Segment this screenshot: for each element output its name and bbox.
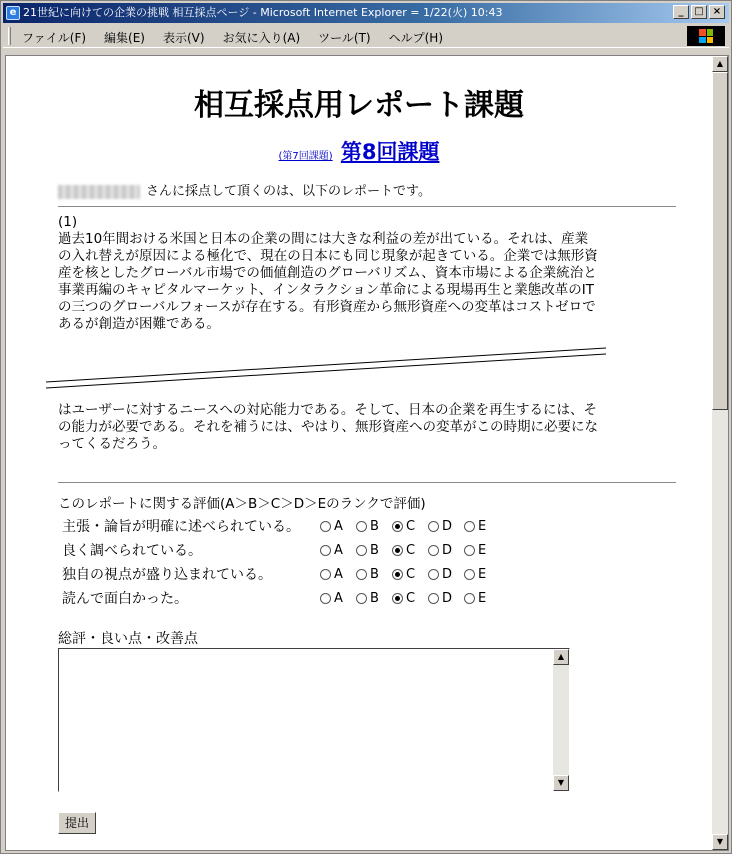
rating-option-label: D [442, 590, 453, 606]
page-title: 相互採点用レポート課題 [194, 88, 524, 123]
criterion-label: 良く調べられている。 [62, 543, 202, 559]
scroll-down-icon[interactable]: ▼ [712, 834, 728, 850]
prev-assignment-link[interactable]: (第7回課題) [278, 151, 333, 162]
radio-button[interactable] [356, 521, 367, 532]
report-text-top [58, 214, 598, 333]
menu-view[interactable]: 表示(V) [162, 31, 205, 45]
window-title: 21世紀に向けての企業の挑戦 相互採点ページ - Microsoft Internet Explorer = 1/22(火) 10:43 [23, 6, 503, 19]
menu-edit[interactable]: 編集(E) [104, 31, 145, 45]
rating-option-label: E [478, 566, 487, 582]
evaluation-row [58, 562, 678, 586]
radio-button[interactable] [392, 521, 403, 532]
rating-option-label: E [478, 542, 487, 558]
radio-button[interactable] [356, 593, 367, 604]
menu-help[interactable]: ヘルプ(H) [388, 31, 443, 45]
evaluation-row [58, 538, 678, 562]
radio-button[interactable] [428, 569, 439, 580]
report-part2: はユーザーに対するニースへの対応能力である。そして、日本の企業を再生するには、その能力が必要である。それを補うには、やはり、無形資産への変革がこの時期に必要になってくるだろう。 [58, 402, 598, 452]
radio-button[interactable] [428, 545, 439, 556]
maximize-button[interactable]: □ [691, 5, 707, 19]
submit-button[interactable]: 提出 [58, 812, 96, 834]
rating-options [320, 567, 500, 582]
textarea-scroll-down-icon[interactable]: ▼ [553, 775, 569, 791]
rating-option-b[interactable] [356, 567, 392, 582]
radio-button[interactable] [428, 521, 439, 532]
criterion-label: 独自の視点が盛り込まれている。 [62, 567, 272, 583]
rating-option-c[interactable] [392, 591, 428, 606]
rating-options [320, 591, 500, 606]
rating-option-b[interactable] [356, 591, 392, 606]
menu-bar [3, 24, 729, 48]
rating-option-label: B [370, 518, 379, 534]
rating-option-c[interactable] [392, 519, 428, 534]
rating-option-label: E [478, 518, 487, 534]
current-assignment-link[interactable]: 第8回課題 [340, 140, 440, 164]
rating-option-label: A [334, 566, 343, 582]
page-viewport [5, 55, 729, 851]
radio-button[interactable] [320, 521, 331, 532]
menu-file[interactable]: ファイル(F) [22, 31, 87, 45]
close-button[interactable]: × [709, 5, 725, 19]
radio-button[interactable] [464, 593, 475, 604]
rating-option-d[interactable] [428, 543, 464, 558]
radio-button[interactable] [356, 569, 367, 580]
divider [58, 482, 676, 483]
rating-option-e[interactable] [464, 543, 500, 558]
rating-option-label: B [370, 566, 379, 582]
windows-logo-icon [687, 26, 725, 46]
rating-option-e[interactable] [464, 519, 500, 534]
textarea-scroll-up-icon[interactable]: ▲ [553, 649, 569, 665]
rating-option-b[interactable] [356, 519, 392, 534]
page-scrollbar[interactable] [712, 56, 728, 850]
rating-option-label: D [442, 542, 453, 558]
evaluation-row [58, 586, 678, 610]
rating-option-label: A [334, 542, 343, 558]
rating-option-e[interactable] [464, 567, 500, 582]
comment-textarea[interactable] [58, 648, 570, 792]
evaluation-row [58, 514, 678, 538]
evaluation-title: このレポートに関する評価(A＞B＞C＞D＞Eのランクで評価) [58, 496, 426, 512]
rating-option-c[interactable] [392, 567, 428, 582]
rating-option-a[interactable] [320, 519, 356, 534]
rating-option-label: B [370, 542, 379, 558]
rating-option-label: A [334, 590, 343, 606]
criterion-label: 読んで面白かった。 [62, 591, 188, 607]
rating-option-label: D [442, 518, 453, 534]
intro-text: さんに採点して頂くのは、以下のレポートです。 [146, 184, 431, 199]
criterion-label: 主張・論旨が明確に述べられている。 [62, 519, 300, 535]
scroll-up-icon[interactable]: ▲ [712, 56, 728, 72]
scroll-thumb[interactable] [712, 72, 728, 410]
minimize-button[interactable]: _ [673, 5, 689, 19]
menu-tools[interactable]: ツール(T) [318, 31, 371, 45]
assignment-nav [6, 136, 712, 166]
rating-option-a[interactable] [320, 543, 356, 558]
rating-option-a[interactable] [320, 567, 356, 582]
divider [58, 206, 676, 207]
radio-button[interactable] [428, 593, 439, 604]
report-part1: 過去10年間おける米国と日本の企業の間には大きな利益の差が出ている。それは、産業の入れ替えが原因による極化で、現在の日本にも同じ現象が起きている。企業では無形資産を核としたグローバル市場での価値創造のグローバリズム、資本市場による企業統治と事業再編のキャピタルマーケット、インタラクション革命による現場再生と業態改革のITの三つのグローバルフォースが存在する。有形資産から無形資産への変革はコストゼロであるが創造が困難である。 [58, 231, 598, 332]
report-number: (1) [58, 214, 78, 230]
radio-button[interactable] [464, 569, 475, 580]
rating-option-label: D [442, 566, 453, 582]
radio-button[interactable] [392, 593, 403, 604]
toolbar-grip[interactable] [8, 27, 11, 45]
rating-option-b[interactable] [356, 543, 392, 558]
rating-option-a[interactable] [320, 591, 356, 606]
comment-label: 総評・良い点・改善点 [58, 631, 198, 647]
rating-options [320, 543, 500, 558]
torn-break-graphic [46, 344, 606, 394]
rating-option-c[interactable] [392, 543, 428, 558]
radio-button[interactable] [464, 545, 475, 556]
menu-favorites[interactable]: お気に入り(A) [222, 31, 301, 45]
textarea-scrollbar[interactable] [553, 649, 569, 791]
redacted-name [58, 185, 140, 199]
rating-options [320, 519, 500, 534]
radio-button[interactable] [320, 593, 331, 604]
radio-button[interactable] [392, 569, 403, 580]
rating-option-label: E [478, 590, 487, 606]
intro-line [58, 180, 431, 199]
rating-option-label: C [406, 542, 416, 558]
rating-option-d[interactable] [428, 519, 464, 534]
rating-option-label: C [406, 518, 416, 534]
radio-button[interactable] [392, 545, 403, 556]
rating-option-label: A [334, 518, 343, 534]
radio-button[interactable] [320, 545, 331, 556]
ie-icon: e [6, 6, 20, 20]
radio-button[interactable] [464, 521, 475, 532]
rating-option-e[interactable] [464, 591, 500, 606]
rating-option-label: B [370, 590, 379, 606]
rating-option-d[interactable] [428, 591, 464, 606]
rating-option-d[interactable] [428, 567, 464, 582]
rating-option-label: C [406, 566, 416, 582]
title-bar [3, 3, 729, 23]
evaluation-form [58, 492, 678, 610]
radio-button[interactable] [356, 545, 367, 556]
rating-option-label: C [406, 590, 416, 606]
radio-button[interactable] [320, 569, 331, 580]
